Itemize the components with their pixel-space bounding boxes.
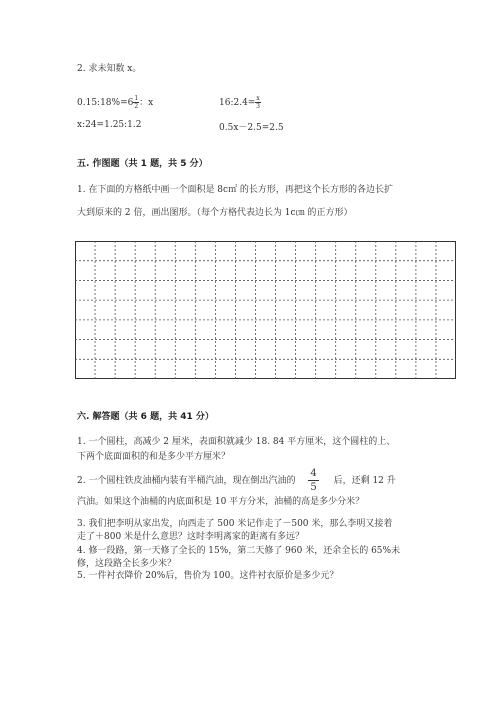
fraction-numerator: 4 [310, 468, 317, 479]
fraction [308, 467, 318, 494]
drawing-grid[interactable] [75, 241, 456, 379]
question-text: 3. 我们把李明从家出发，向西走了 500 米记作走了－500 米，那么李明又接着 [77, 519, 393, 529]
question-text: 4. 修一段路，第一天修了全长的 15%，第二天修了 960 米，还余全长的 65%未 [77, 546, 401, 556]
question-text: 汽油。如果这个油桶的内底面积是 10 平方分米，油桶的高是多少分米？ [77, 497, 365, 507]
equation-1-right: ：x [139, 98, 154, 108]
section-heading: 五. 作图题（共 1 题，共 5 分） [77, 159, 208, 169]
question-text: 1. 一个圆柱，高减少 2 厘米，表面积就减少 18. 84 平方厘米，这个圆柱的上、 [77, 437, 396, 447]
fraction-denominator: 5 [310, 482, 317, 493]
question-text: 1. 在下面的方格纸中画一个面积是 8c㎡ 的长方形，再把这个长方形的各边长扩 [77, 185, 393, 195]
question-text: 大到原来的 2 倍，画出图形。（每个方格代表边长为 1c㎝ 的正方形） [77, 208, 353, 218]
fraction [255, 95, 260, 110]
question-text: 走了＋800 米是什么意思？这时李明离家的距离有多远？ [77, 532, 305, 542]
equation-3: x:24=1.25:1.2 [77, 120, 142, 130]
question-text: 下两个底面面积的和是多少平方厘米？ [77, 452, 231, 462]
fraction-denominator: 3 [256, 103, 260, 110]
section-heading: 六. 解答题（共 6 题，共 41 分） [77, 412, 214, 422]
equation-2 [219, 95, 261, 110]
grid-border [76, 242, 456, 379]
question-title: 2. 求未知数 x。 [77, 64, 142, 74]
question-text: 修，这段路全长多少米？ [77, 559, 177, 569]
equation-1 [77, 95, 153, 110]
question-text-part: 2. 一个圆柱铁皮油桶内装有半桶汽油，现在倒出汽油的 [77, 476, 296, 486]
fraction-numerator: 1 [134, 95, 139, 102]
equation-2-left: 16:2.4= [219, 98, 256, 108]
question-text: 5. 一件衬衣降价 20%后，售价为 100。这件衬衣原价是多少元？ [77, 571, 339, 581]
question-text [77, 467, 396, 494]
question-text-part: 后，还剩 12 升 [333, 476, 396, 486]
fraction-denominator: 2 [134, 103, 139, 110]
equation-1-left: 0.15:18%=6 [77, 98, 134, 108]
fraction-numerator: x [256, 95, 260, 102]
equation-4: 0.5x－2.5=2.5 [219, 123, 284, 133]
